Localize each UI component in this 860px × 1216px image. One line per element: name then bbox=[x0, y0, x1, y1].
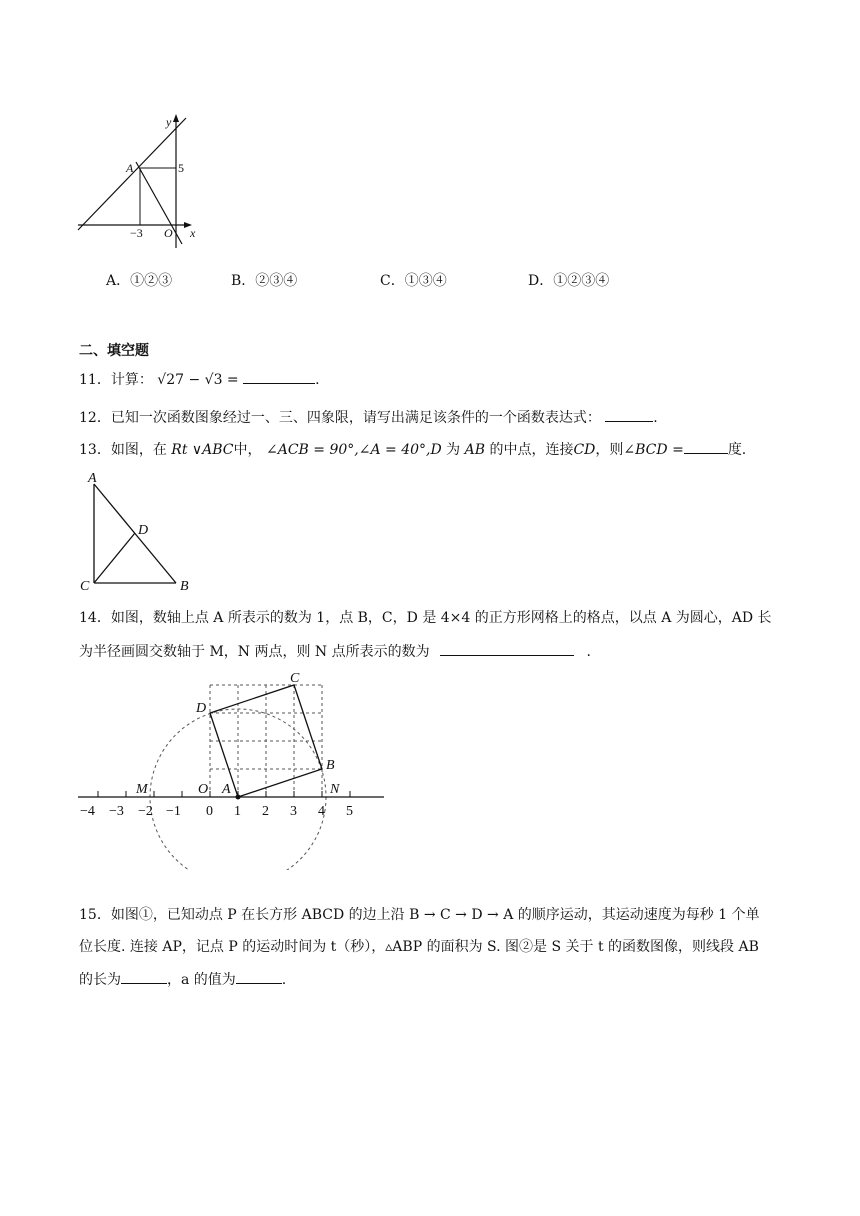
choice-d[interactable]: D．①②③④ bbox=[528, 273, 610, 289]
question-14-line1: 14．如图，数轴上点 A 所表示的数为 1，点 B，C，D 是 4×4 的正方形网格上的格点，以点 A 为圆心，AD 长 bbox=[79, 610, 772, 626]
question-13: 13．如图，在 Rt ∨ABC中， ∠ACB = 90°,∠A = 40°,D 为 AB 的中点，连接CD，则∠BCD = 度. bbox=[79, 439, 746, 460]
question-15-line1: 15．如图①，已知动点 P 在长方形 ABCD 的边上沿 B → C → D → A 的顺序运动，其运动速度为每秒 1 个单 bbox=[79, 907, 760, 923]
q13-answer-blank[interactable] bbox=[684, 439, 728, 454]
q12-answer-blank[interactable] bbox=[605, 407, 653, 422]
label-neg3: −3 bbox=[130, 226, 143, 240]
q15-answer-blank-2[interactable] bbox=[236, 969, 282, 984]
choice-a[interactable]: A．①②③ bbox=[106, 273, 173, 289]
q14-answer-blank[interactable] bbox=[440, 641, 574, 656]
q14-figure bbox=[74, 670, 394, 870]
svg-text:1: 1 bbox=[234, 804, 241, 819]
svg-text:−3: −3 bbox=[109, 804, 124, 819]
label-D: D bbox=[138, 523, 149, 538]
q10-figure bbox=[74, 112, 204, 250]
svg-text:5: 5 bbox=[346, 804, 353, 819]
svg-text:−2: −2 bbox=[138, 804, 153, 819]
falling-line bbox=[136, 162, 182, 244]
q13-figure bbox=[76, 470, 206, 595]
y-axis-arrow bbox=[173, 114, 179, 122]
label-x: x bbox=[190, 226, 196, 240]
label-A: A bbox=[88, 471, 97, 486]
svg-text:−1: −1 bbox=[166, 804, 181, 819]
question-15-line2: 位长度. 连接 AP，记点 P 的运动时间为 t（秒），▵ABP 的面积为 S. 图②是 S 关于 t 的函数图像，则线段 AB bbox=[79, 939, 759, 955]
label-A: A bbox=[126, 161, 134, 175]
q11-answer-blank[interactable] bbox=[243, 369, 315, 384]
q11-expression: √27 − √3 = bbox=[157, 372, 239, 388]
svg-text:3: 3 bbox=[290, 804, 297, 819]
label-5: 5 bbox=[178, 161, 184, 175]
svg-text:4: 4 bbox=[318, 804, 325, 819]
question-15-line3: 的长为 ，a 的值为 . bbox=[79, 969, 286, 990]
q15-answer-blank-1[interactable] bbox=[121, 969, 167, 984]
question-11: 11．计算： √27 − √3 = . bbox=[79, 369, 320, 390]
label-B: B bbox=[326, 758, 335, 773]
label-A: A bbox=[222, 782, 231, 797]
choice-b[interactable]: B．②③④ bbox=[231, 273, 298, 289]
svg-text:−4: −4 bbox=[80, 804, 95, 819]
label-D: D bbox=[196, 701, 207, 716]
section-title: 二、填空题 bbox=[79, 343, 149, 359]
label-y: y bbox=[166, 115, 172, 129]
label-M: M bbox=[136, 782, 148, 797]
question-14-line2: 为半径画圆交数轴于 M，N 两点，则 N 点所表示的数为 . bbox=[79, 641, 591, 662]
svg-text:0: 0 bbox=[206, 804, 213, 819]
choice-c[interactable]: C．①③④ bbox=[380, 273, 447, 289]
svg-text:2: 2 bbox=[262, 804, 269, 819]
label-O: O bbox=[164, 226, 173, 240]
label-B: B bbox=[180, 579, 189, 594]
label-O: O bbox=[198, 782, 209, 797]
label-C: C bbox=[80, 579, 90, 594]
question-12: 12．已知一次函数图象经过一、三、四象限，请写出满足该条件的一个函数表达式： . bbox=[79, 407, 658, 428]
label-N: N bbox=[330, 782, 340, 797]
label-C: C bbox=[290, 671, 300, 686]
